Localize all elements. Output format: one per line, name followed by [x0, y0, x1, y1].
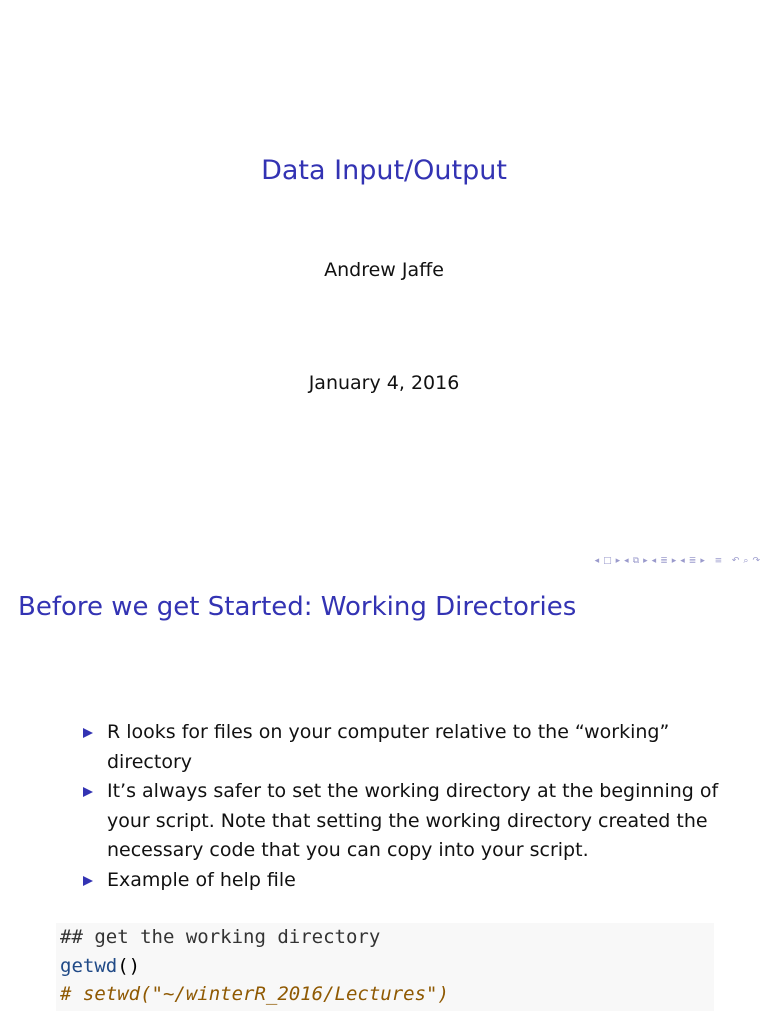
beamer-navigation — [595, 555, 760, 567]
nav-right-arrow-icon[interactable]: ▸ — [671, 556, 677, 566]
code-comment-line: ## get the working directory — [60, 926, 381, 948]
section-icon[interactable]: ≣ — [660, 556, 668, 566]
content-slide — [0, 576, 768, 1024]
bullet-triangle-icon — [83, 787, 93, 797]
nav-left-arrow-icon[interactable]: ◂ — [624, 556, 629, 566]
code-block — [56, 923, 714, 1011]
subsection-icon[interactable]: ⧉ — [632, 556, 640, 566]
section-icon[interactable]: ≣ — [688, 556, 697, 566]
list-item — [80, 777, 720, 866]
frame-icon[interactable]: □ — [603, 556, 612, 566]
code-function-name: getwd — [60, 954, 118, 977]
code-commented-setwd: # setwd("~/winterR_2016/Lectures") — [60, 983, 449, 1005]
search-icon[interactable]: ⌕ — [743, 556, 749, 566]
bullet-triangle-icon — [83, 728, 93, 738]
bullet-list — [80, 718, 720, 895]
frame-title: Before we get Started: Working Directories — [18, 592, 577, 622]
presentation-title: Data Input/Output — [261, 155, 507, 186]
nav-right-arrow-icon[interactable]: ▸ — [615, 556, 621, 566]
bullet-text: R looks for files on your computer relative to the “working” directory — [107, 721, 670, 773]
undo-icon[interactable]: ↶ — [726, 556, 740, 566]
nav-left-arrow-icon[interactable]: ◂ — [680, 556, 685, 566]
nav-left-arrow-icon[interactable]: ◂ — [651, 556, 657, 566]
bullet-triangle-icon — [83, 876, 93, 886]
nav-left-arrow-icon[interactable]: ◂ — [594, 556, 600, 566]
presentation-date: January 4, 2016 — [308, 372, 460, 394]
list-item — [80, 866, 720, 896]
nav-right-arrow-icon[interactable]: ▸ — [700, 556, 705, 566]
code-parens: () — [117, 954, 141, 977]
align-icon[interactable]: ≡ — [708, 556, 723, 566]
bullet-text: Example of help file — [107, 868, 296, 891]
nav-right-arrow-icon[interactable]: ▸ — [643, 556, 648, 566]
bullet-text: It’s always safer to set the working directory at the beginning of your script. Note that setting the working directory created the necessary code that you can copy into your script. — [107, 780, 719, 861]
redo-icon[interactable]: ↷ — [752, 556, 760, 566]
list-item — [80, 718, 720, 777]
author-name: Andrew Jaffe — [324, 259, 444, 281]
